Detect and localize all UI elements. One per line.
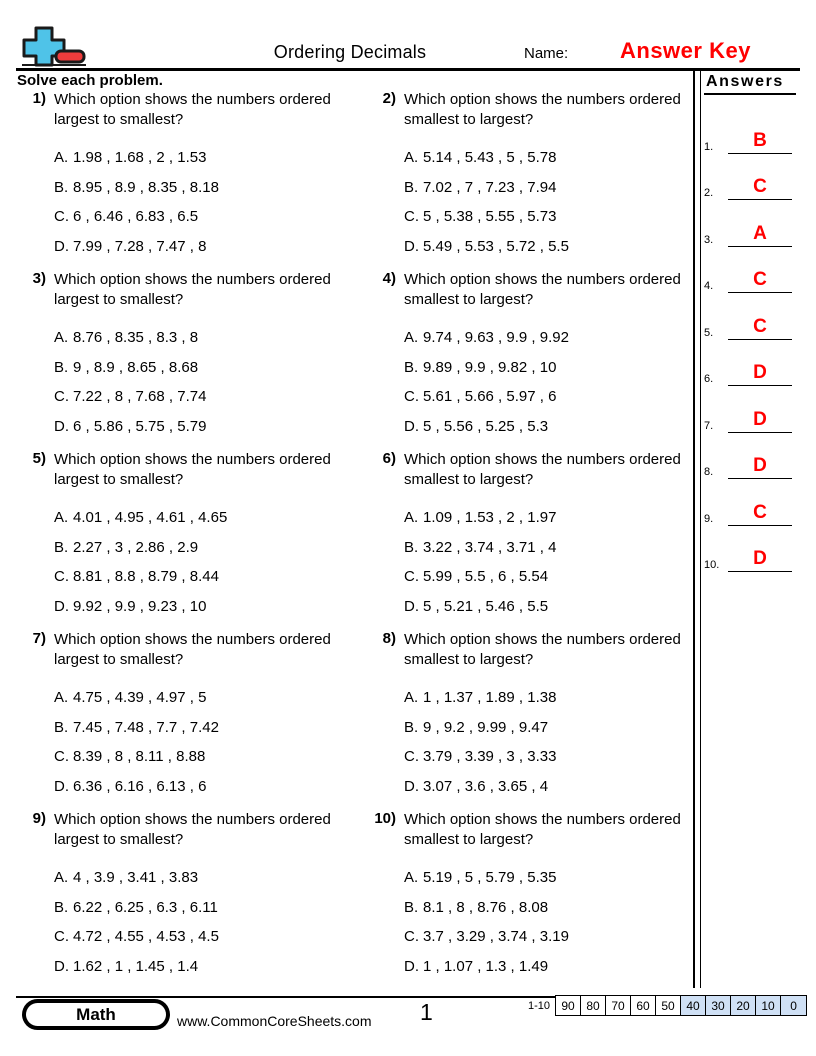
choice-option[interactable] — [54, 232, 350, 262]
choice-text: 8.81 , 8.8 , 8.79 , 8.44 — [73, 568, 219, 585]
problem-3 — [14, 270, 350, 450]
problem-number: 8) — [382, 630, 396, 647]
choice-letter: C. — [404, 748, 419, 765]
answer-blank-line[interactable] — [728, 432, 792, 433]
answer-index: 7. — [704, 419, 714, 432]
answer-index: 10. — [704, 559, 720, 571]
score-box: 90 — [556, 996, 581, 1015]
choice-letter: D. — [404, 417, 419, 435]
score-box: 40 — [681, 996, 706, 1015]
answer-index: 2. — [704, 187, 714, 199]
choice-option[interactable] — [54, 742, 350, 772]
choice-list — [14, 863, 350, 981]
answer-row — [704, 249, 808, 296]
choice-option[interactable] — [404, 353, 686, 383]
answer-blank-line[interactable] — [728, 385, 792, 386]
problem-question: Which option shows the numbers ordered largest to smallest? — [54, 91, 331, 128]
problem-4 — [364, 270, 686, 450]
problem-number: 7) — [32, 630, 46, 647]
choice-text: 7.45 , 7.48 , 7.7 , 7.42 — [73, 718, 219, 736]
choice-text: 9 , 8.9 , 8.65 , 8.68 — [73, 358, 199, 376]
choice-text: 3.07 , 3.6 , 3.65 , 4 — [423, 777, 549, 795]
choice-option[interactable] — [404, 173, 686, 203]
choice-text: 8.76 , 8.35 , 8.3 , 8 — [73, 329, 199, 346]
answer-index: 1. — [704, 140, 714, 153]
answer-row — [704, 481, 808, 528]
choice-text: 3.22 , 3.74 , 3.71 , 4 — [423, 538, 557, 556]
choice-option[interactable] — [54, 202, 350, 232]
answer-value: C — [753, 176, 767, 197]
choice-letter: D. — [404, 777, 419, 795]
answer-row — [704, 435, 808, 482]
answer-blank-line[interactable] — [728, 199, 792, 200]
score-box: 10 — [756, 996, 781, 1015]
choice-text: 8.39 , 8 , 8.11 , 8.88 — [73, 748, 206, 765]
choice-letter: A. — [404, 509, 419, 526]
choice-option[interactable] — [404, 232, 686, 262]
choice-letter: C. — [54, 748, 69, 765]
problem-question: Which option shows the numbers ordered smallest to largest? — [404, 451, 681, 488]
answer-value: A — [753, 222, 767, 244]
answers-panel — [704, 70, 808, 590]
choice-letter: B. — [54, 178, 69, 196]
choice-option[interactable] — [54, 772, 350, 802]
choice-letter: D. — [404, 597, 419, 615]
name-label: Name: — [524, 45, 569, 62]
choice-option[interactable] — [404, 143, 686, 173]
problem-number: 4) — [382, 270, 396, 287]
choice-option[interactable] — [404, 592, 686, 622]
choice-letter: C. — [54, 208, 69, 225]
header-divider — [16, 68, 800, 71]
choice-letter: B. — [404, 898, 419, 916]
choice-letter: D. — [54, 237, 69, 255]
answer-blank-line[interactable] — [728, 571, 792, 572]
answer-row — [704, 342, 808, 389]
problem-9 — [14, 810, 350, 990]
choice-text: 4.75 , 4.39 , 4.97 , 5 — [73, 689, 207, 706]
choice-letter: A. — [54, 149, 69, 166]
answer-value: C — [753, 315, 767, 337]
choice-option[interactable] — [404, 562, 686, 592]
choice-option[interactable] — [404, 742, 686, 772]
answer-index: 3. — [704, 233, 714, 246]
choice-text: 6.22 , 6.25 , 6.3 , 6.11 — [73, 898, 218, 916]
choice-letter: A. — [404, 689, 419, 706]
answer-row — [704, 156, 808, 203]
problem-5 — [14, 450, 350, 630]
answer-index: 4. — [704, 280, 714, 292]
choice-option[interactable] — [54, 173, 350, 203]
problem-question: Which option shows the numbers ordered largest to smallest? — [54, 451, 331, 488]
choice-letter: C. — [54, 928, 69, 945]
answers-title: Answers — [704, 70, 796, 95]
choice-text: 8.1 , 8 , 8.76 , 8.08 — [423, 898, 549, 916]
choice-option[interactable] — [404, 503, 686, 533]
choice-text: 5.61 , 5.66 , 5.97 , 6 — [423, 388, 557, 405]
choice-text: 5 , 5.38 , 5.55 , 5.73 — [423, 208, 557, 225]
subject-badge — [22, 999, 170, 1030]
choice-option[interactable] — [404, 202, 686, 232]
problem-question: Which option shows the numbers ordered largest to smallest? — [54, 811, 331, 848]
choice-option[interactable] — [54, 893, 350, 923]
choice-option[interactable] — [54, 353, 350, 383]
choice-letter: D. — [404, 237, 419, 255]
answer-blank-line[interactable] — [728, 339, 792, 340]
answer-value: D — [753, 408, 767, 430]
answer-value: C — [753, 269, 767, 290]
problem-8 — [364, 630, 686, 810]
choice-option[interactable] — [404, 683, 686, 713]
choice-letter: C. — [54, 388, 69, 405]
choice-option[interactable] — [404, 382, 686, 412]
choice-option[interactable] — [404, 533, 686, 563]
answer-row — [704, 295, 808, 342]
choice-text: 8.95 , 8.9 , 8.35 , 8.18 — [73, 178, 219, 196]
score-box: 70 — [606, 996, 631, 1015]
choice-option[interactable] — [404, 713, 686, 743]
problem-10 — [364, 810, 686, 990]
choice-text: 1.09 , 1.53 , 2 , 1.97 — [423, 509, 557, 526]
problem-number: 9) — [32, 810, 46, 827]
choice-list — [364, 863, 686, 981]
choice-text: 6 , 6.46 , 6.83 , 6.5 — [73, 208, 199, 225]
answer-row — [704, 528, 808, 575]
choice-list — [14, 143, 350, 261]
choice-text: 3.7 , 3.29 , 3.74 , 3.19 — [423, 928, 569, 945]
choice-text: 4.01 , 4.95 , 4.61 , 4.65 — [73, 509, 228, 526]
problem-question: Which option shows the numbers ordered smallest to largest? — [404, 811, 681, 848]
choice-option[interactable] — [404, 863, 686, 893]
choice-text: 1 , 1.07 , 1.3 , 1.49 — [423, 957, 549, 975]
score-box: 30 — [706, 996, 731, 1015]
choice-text: 7.22 , 8 , 7.68 , 7.74 — [73, 388, 207, 405]
choice-option[interactable] — [54, 533, 350, 563]
answer-key-label: Answer Key — [620, 38, 751, 63]
choice-option[interactable] — [54, 143, 350, 173]
answer-index: 6. — [704, 373, 714, 385]
choice-list — [364, 323, 686, 441]
problem-question: Which option shows the numbers ordered smallest to largest? — [404, 91, 681, 128]
answer-blank-line[interactable] — [728, 292, 792, 293]
choice-option[interactable] — [54, 863, 350, 893]
choice-text: 4 , 3.9 , 3.41 , 3.83 — [73, 869, 199, 886]
choice-list — [364, 683, 686, 801]
choice-text: 6.36 , 6.16 , 6.13 , 6 — [73, 777, 207, 795]
answer-row — [704, 202, 808, 249]
choice-letter: C. — [404, 568, 419, 585]
choice-text: 3.79 , 3.39 , 3 , 3.33 — [423, 748, 557, 765]
choice-text: 1.98 , 1.68 , 2 , 1.53 — [73, 149, 207, 166]
choice-letter: B. — [54, 358, 69, 376]
choice-option[interactable] — [404, 922, 686, 952]
score-scale-label: 1-10 — [528, 999, 551, 1012]
problem-6 — [364, 450, 686, 630]
choice-letter: B. — [404, 538, 419, 556]
choice-option[interactable] — [404, 952, 686, 982]
choice-letter: D. — [404, 957, 419, 975]
answer-value: D — [753, 455, 767, 476]
choice-text: 1 , 1.37 , 1.89 , 1.38 — [423, 689, 557, 706]
choice-letter: C. — [54, 568, 69, 585]
choice-option[interactable] — [404, 893, 686, 923]
choice-letter: A. — [54, 509, 69, 526]
answer-blank-line[interactable] — [728, 153, 792, 154]
choice-letter: D. — [54, 597, 69, 615]
choice-letter: A. — [54, 869, 69, 886]
choice-text: 7.99 , 7.28 , 7.47 , 8 — [73, 237, 207, 255]
problem-question: Which option shows the numbers ordered largest to smallest? — [54, 271, 331, 308]
choice-letter: B. — [404, 718, 419, 736]
choice-option[interactable] — [54, 713, 350, 743]
choice-text: 2.27 , 3 , 2.86 , 2.9 — [73, 538, 199, 556]
answer-index: 8. — [704, 466, 714, 478]
choice-text: 5.99 , 5.5 , 6 , 5.54 — [423, 568, 549, 585]
choice-letter: B. — [54, 538, 69, 556]
choice-text: 6 , 5.86 , 5.75 , 5.79 — [73, 417, 207, 435]
choice-text: 5 , 5.21 , 5.46 , 5.5 — [423, 597, 549, 615]
score-scale — [528, 995, 807, 1016]
problem-1 — [14, 90, 350, 270]
choice-letter: A. — [54, 329, 69, 346]
problem-grid — [14, 90, 686, 975]
choice-letter: A. — [404, 149, 419, 166]
choice-letter: B. — [404, 178, 419, 196]
answer-blank-line[interactable] — [728, 478, 792, 479]
answer-value: D — [753, 362, 767, 383]
choice-text: 4.72 , 4.55 , 4.53 , 4.5 — [73, 928, 219, 945]
choice-option[interactable] — [54, 683, 350, 713]
answer-column-divider-thin — [700, 68, 701, 988]
answer-blank-line[interactable] — [728, 246, 792, 247]
choice-text: 9.74 , 9.63 , 9.9 , 9.92 — [423, 329, 569, 346]
choice-option[interactable] — [54, 412, 350, 442]
problem-question: Which option shows the numbers ordered smallest to largest? — [404, 631, 681, 668]
choice-list — [14, 323, 350, 441]
choice-list — [364, 143, 686, 261]
choice-letter: C. — [404, 928, 419, 945]
problem-number: 6) — [382, 450, 396, 467]
choice-option[interactable] — [54, 952, 350, 982]
answer-value: B — [753, 129, 767, 151]
choice-text: 5 , 5.56 , 5.25 , 5.3 — [423, 417, 549, 435]
choice-letter: C. — [404, 388, 419, 405]
choice-list — [364, 503, 686, 621]
problem-number: 10) — [374, 810, 396, 827]
choice-text: 5.14 , 5.43 , 5 , 5.78 — [423, 149, 557, 166]
choice-option[interactable] — [404, 412, 686, 442]
choice-text: 1.62 , 1 , 1.45 , 1.4 — [73, 957, 199, 975]
instruction-text: Solve each problem. — [17, 72, 163, 89]
choice-option[interactable] — [54, 323, 350, 353]
choice-letter: D. — [54, 417, 69, 435]
problem-7 — [14, 630, 350, 810]
answer-row — [704, 388, 808, 435]
score-box: 20 — [731, 996, 756, 1015]
choice-letter: D. — [54, 777, 69, 795]
choice-option[interactable] — [404, 772, 686, 802]
choice-letter: B. — [54, 898, 69, 916]
score-box: 60 — [631, 996, 656, 1015]
choice-letter: A. — [54, 689, 69, 706]
choice-option[interactable] — [54, 562, 350, 592]
problem-number: 2) — [382, 90, 396, 107]
problem-question: Which option shows the numbers ordered largest to smallest? — [54, 631, 331, 668]
choice-letter: B. — [54, 718, 69, 736]
choice-option[interactable] — [54, 922, 350, 952]
subject-badge-label: Math — [26, 1003, 166, 1026]
answer-column-divider-thick — [693, 68, 695, 988]
choice-text: 9 , 9.2 , 9.99 , 9.47 — [423, 718, 549, 736]
score-box: 0 — [781, 996, 806, 1015]
page-number: 1 — [420, 999, 433, 1025]
score-box: 50 — [656, 996, 681, 1015]
score-scale-boxes — [555, 995, 807, 1016]
choice-option[interactable] — [404, 323, 686, 353]
answer-row — [704, 109, 808, 156]
choice-list — [14, 683, 350, 801]
choice-text: 5.49 , 5.53 , 5.72 , 5.5 — [423, 237, 569, 255]
answer-index: 5. — [704, 326, 714, 339]
answer-index: 9. — [704, 512, 714, 525]
answer-value: D — [753, 548, 767, 569]
answer-blank-line[interactable] — [728, 525, 792, 526]
problem-question: Which option shows the numbers ordered smallest to largest? — [404, 271, 681, 308]
page-title: Ordering Decimals — [273, 42, 427, 62]
choice-letter: D. — [54, 957, 69, 975]
choice-text: 5.19 , 5 , 5.79 , 5.35 — [423, 869, 557, 886]
problem-number: 3) — [32, 270, 46, 287]
page-header — [0, 0, 816, 68]
choice-text: 9.89 , 9.9 , 9.82 , 10 — [423, 358, 557, 376]
site-url: www.CommonCoreSheets.com — [177, 1013, 372, 1029]
choice-option[interactable] — [54, 503, 350, 533]
choice-option[interactable] — [54, 382, 350, 412]
problem-number: 5) — [32, 450, 46, 467]
choice-letter: A. — [404, 869, 419, 886]
choice-letter: A. — [404, 329, 419, 346]
choice-letter: C. — [404, 208, 419, 225]
choice-text: 9.92 , 9.9 , 9.23 , 10 — [73, 597, 207, 615]
problem-2 — [364, 90, 686, 270]
choice-text: 7.02 , 7 , 7.23 , 7.94 — [423, 178, 557, 196]
choice-letter: B. — [404, 358, 419, 376]
answer-value: C — [753, 501, 767, 523]
choice-option[interactable] — [54, 592, 350, 622]
score-box: 80 — [581, 996, 606, 1015]
choice-list — [14, 503, 350, 621]
problem-number: 1) — [32, 90, 46, 107]
